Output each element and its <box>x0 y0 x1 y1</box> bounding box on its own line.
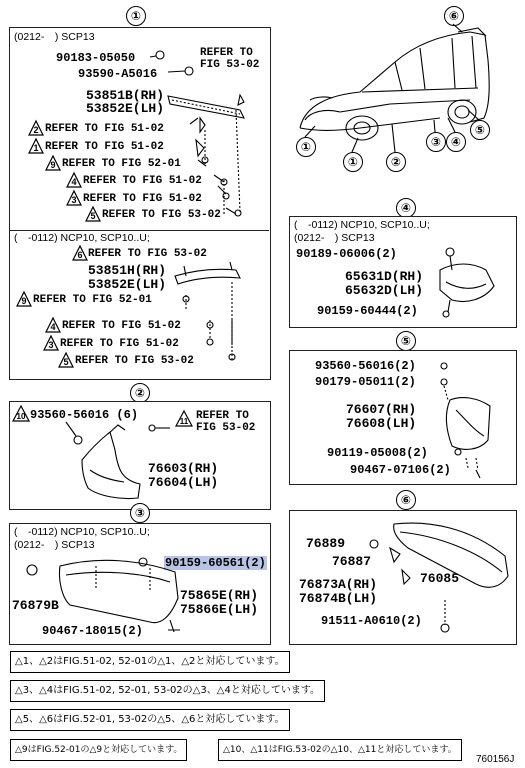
s1-ref-1: REFER TO FIG 51-02 <box>45 141 164 153</box>
s1b-ref-3: REFER TO FIG 51-02 <box>60 338 179 350</box>
section-3-number: ③ <box>130 503 150 523</box>
svg-text:1: 1 <box>33 143 39 153</box>
note3-text: はFIG.52-01, 53-02の <box>53 714 158 725</box>
note2-text: はFIG.51-02, 52-01, 53-02の <box>53 685 193 696</box>
s1b-ref-mark-4 <box>46 318 60 332</box>
note-9: △9はFIG.52-01の△9と対応しています。 <box>10 739 187 761</box>
s1b-part-53852e: 53852E(LH) <box>88 277 167 292</box>
note5-text: はFIG.53-02の <box>268 745 331 755</box>
note5-tail: と対応しています。 <box>376 745 457 755</box>
s5-part-90467: 90467-07106(2) <box>350 463 451 477</box>
s1b-ref-mark-5 <box>59 353 73 367</box>
s2-part-76603: 76603(RH) <box>148 461 219 476</box>
s5-part-90179: 90179-05011(2) <box>315 375 416 389</box>
s3-part-76879b: 76879B <box>12 598 59 613</box>
s1b-ref-5: REFER TO FIG 53-02 <box>75 355 194 367</box>
s1b-ref-6: REFER TO FIG 53-02 <box>88 248 207 260</box>
svg-text:3: 3 <box>48 340 54 350</box>
figure-id: 760156J <box>476 754 515 765</box>
section-2-number: ② <box>130 383 150 403</box>
section-6-number: ⑥ <box>396 490 416 510</box>
s5-mudguard <box>446 398 490 450</box>
car-callout-6: ⑥ <box>444 6 464 26</box>
s3-variant-a: ( -0112) NCP10, SCP10..U; <box>14 526 150 538</box>
s2-ref-mark-10 <box>13 406 29 421</box>
s6-part-76889: 76889 <box>306 536 346 551</box>
s1-part-53852e: 53852E(LH) <box>86 101 165 116</box>
s1-ref-5: REFER TO FIG 53-02 <box>102 209 221 221</box>
s4-variant-b: (0212- ) SCP13 <box>294 232 375 244</box>
s1b-ref-mark-6 <box>73 246 87 260</box>
s1-part-90183: 90183-05050 <box>56 51 136 65</box>
note-5-6 <box>10 709 290 731</box>
note3-post: △5、△6 <box>157 714 196 725</box>
s6-part-76873a: 76873A(RH) <box>299 577 378 592</box>
car-callout-4: ④ <box>446 132 466 152</box>
note1-pre: △1、△2 <box>15 656 54 667</box>
s1b-ref-4: REFER TO FIG 51-02 <box>62 320 181 332</box>
s6-part-91511: 91511-A0610(2) <box>321 614 422 628</box>
svg-text:3: 3 <box>71 195 77 205</box>
s6-part-76085: 76085 <box>420 571 460 586</box>
note1-text: はFIG.51-02, 52-01の <box>53 656 158 667</box>
s4-part-65632d: 65632D(LH) <box>345 283 424 298</box>
section-4-number: ④ <box>396 198 416 218</box>
s1-moulding-a <box>168 96 244 118</box>
car-callout-5: ⑤ <box>470 120 490 140</box>
svg-text:9: 9 <box>21 296 27 306</box>
s6-spoiler <box>394 523 508 587</box>
s1-ref-fig53-a: REFER TO FIG 53-02 <box>200 47 260 71</box>
note1-tail: と対応しています。 <box>195 656 285 667</box>
svg-text:4: 4 <box>71 177 77 187</box>
svg-text:4: 4 <box>50 322 56 332</box>
s2-ref-mark-11 <box>176 411 192 426</box>
s4-variant-a: ( -0112) NCP10, SCP10..U; <box>294 219 430 231</box>
note1-post: △1、△2 <box>157 656 196 667</box>
s1-variant-a: (0212- ) SCP13 <box>14 31 95 43</box>
section-1-number: ① <box>126 6 146 26</box>
s1-clip-a <box>156 51 164 59</box>
car-callout-1a: ① <box>296 137 316 157</box>
s2-part-76604: 76604(LH) <box>148 475 219 490</box>
s1-ref-mark-2 <box>29 121 43 135</box>
note3-pre: △5、△6 <box>15 714 54 725</box>
note3-tail: と対応しています。 <box>195 714 285 725</box>
s1b-ref-mark-3 <box>44 336 58 350</box>
svg-text:10: 10 <box>16 412 26 421</box>
car-callout-1b: ① <box>343 152 363 172</box>
s1-ref-mark-9 <box>46 156 60 170</box>
s2-part-93560: 93560-56016 (6) <box>30 408 139 422</box>
s1-part-93590: 93590-A5016 <box>78 67 158 81</box>
section-5-number: ⑤ <box>396 331 416 351</box>
note4-tail: と対応しています。 <box>102 745 183 755</box>
s3-part-75866e: 75866E(LH) <box>180 602 259 617</box>
s1-ref-3: REFER TO FIG 51-02 <box>83 193 202 205</box>
s3-side-guard <box>59 560 178 622</box>
note-10-11: △10、△11はFIG.53-02の△10、△11と対応しています。 <box>218 739 462 761</box>
s1-part-53851b: 53851B(RH) <box>86 88 165 103</box>
s1-ref-mark-5 <box>86 207 100 221</box>
car-callout-3: ③ <box>426 132 446 152</box>
s3-part-90467: 90467-18015(2) <box>42 624 143 638</box>
svg-text:11: 11 <box>179 417 189 426</box>
s6-part-76887: 76887 <box>332 554 372 569</box>
s3-variant-b: (0212- ) SCP13 <box>14 539 95 551</box>
svg-text:9: 9 <box>50 160 56 170</box>
s2-ref-fig53: REFER TO FIG 53-02 <box>196 410 256 434</box>
svg-text:2: 2 <box>33 125 39 135</box>
s1-ref-2: REFER TO FIG 51-02 <box>45 123 164 135</box>
svg-text:6: 6 <box>77 250 83 260</box>
s1-variant-b: ( -0112) NCP10, SCP10..U; <box>14 232 150 244</box>
svg-text:5: 5 <box>63 357 69 367</box>
note2-pre: △3、△4 <box>15 685 54 696</box>
s3-highlight-text: 90159-60561(2) <box>165 556 266 570</box>
svg-text:5: 5 <box>90 211 96 221</box>
s4-part-90159: 90159-60444(2) <box>317 304 418 318</box>
s5-part-90119: 90119-05008(2) <box>327 446 428 460</box>
s1b-part-53851h: 53851H(RH) <box>88 263 167 278</box>
s1b-ref-mark-9 <box>17 292 31 306</box>
note2-post: △3、△4 <box>192 685 231 696</box>
s5-part-93560: 93560-56016(2) <box>315 359 416 373</box>
s1-ref-9: REFER TO FIG 52-01 <box>62 158 181 170</box>
s1-ref-4: REFER TO FIG 51-02 <box>83 175 202 187</box>
note4-text: はFIG.52-01の <box>27 745 90 755</box>
s1-ref-mark-1 <box>29 139 43 153</box>
car-body-outline <box>300 32 489 128</box>
s4-part-90189: 90189-06006(2) <box>296 247 397 261</box>
s2-mudguard <box>82 432 140 499</box>
note2-tail: と対応しています。 <box>230 685 321 696</box>
note-1-2 <box>10 651 290 673</box>
s6-part-76874b: 76874B(LH) <box>299 591 378 606</box>
s4-part-65631d: 65631D(RH) <box>345 269 424 284</box>
s3-part-75865e: 75865E(RH) <box>180 588 259 603</box>
s1b-ref-9: REFER TO FIG 52-01 <box>33 294 152 306</box>
s5-part-76607: 76607(RH) <box>346 402 417 417</box>
note-3-4 <box>10 680 325 702</box>
car-callout-2: ② <box>386 152 406 172</box>
s1-ref-mark-3 <box>67 191 81 205</box>
s5-part-76608: 76608(LH) <box>346 416 417 431</box>
s1-ref-mark-4 <box>67 173 81 187</box>
